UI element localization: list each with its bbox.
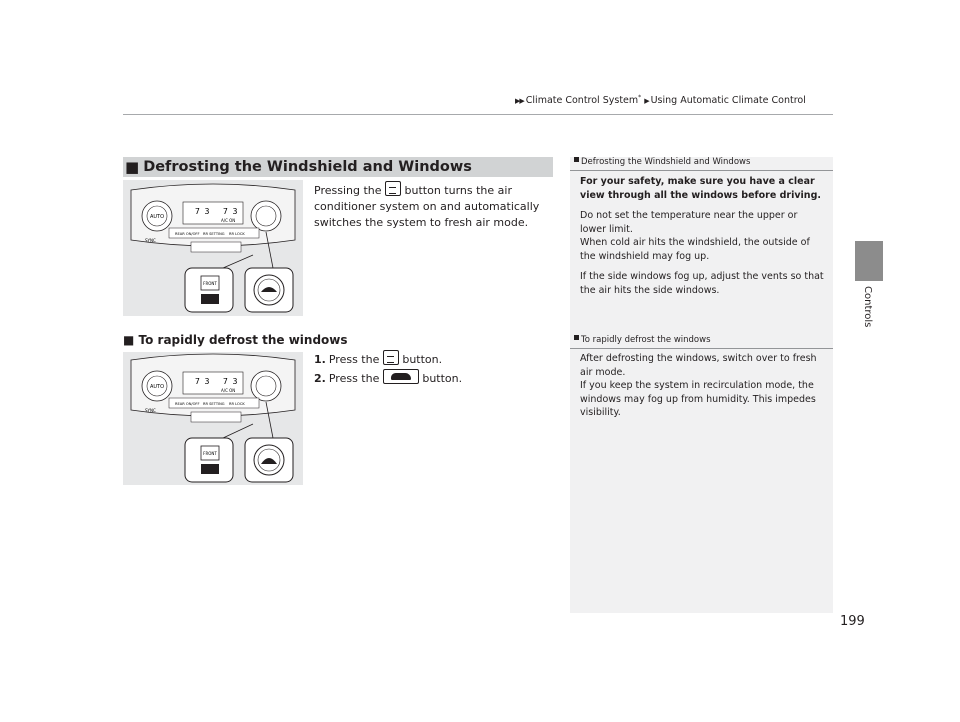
page-number: 199 (840, 614, 865, 629)
note-paragraph: Do not set the temperature near the upper or lower limit. (580, 210, 798, 235)
front-defrost-icon (385, 181, 401, 196)
svg-text:7 3: 7 3 (223, 207, 238, 216)
breadcrumb-arrow-icon: ▶ (644, 97, 649, 106)
svg-text:SYNC: SYNC (145, 408, 156, 413)
breadcrumb-arrow-icon: ▶▶ (515, 97, 524, 106)
step-number: 1. (314, 353, 326, 366)
note-body-defrosting (580, 175, 825, 304)
note-divider (570, 348, 833, 349)
note-reference-icon (574, 335, 579, 340)
breadcrumb-item-climate-control[interactable]: Climate Control System (525, 95, 639, 107)
svg-text:AUTO: AUTO (149, 214, 165, 220)
defrost-description (314, 181, 549, 231)
subsection-title: ■ To rapidly defrost the windows (123, 333, 348, 347)
paragraph-text: button turns the air conditioner system on and automatically switches the system to fresh air mode. (314, 184, 540, 229)
svg-text:7 3: 7 3 (195, 207, 210, 216)
chapter-label: Controls (862, 286, 873, 328)
optional-marker: * (638, 94, 642, 101)
section-title: Defrosting the Windshield and Windows (143, 159, 472, 175)
paragraph-text: Pressing the (314, 184, 382, 197)
svg-text:RR LOCK: RR LOCK (229, 232, 245, 236)
step-text: Press the (328, 372, 380, 385)
note-divider (570, 170, 833, 171)
note-paragraph: If the side windows fog up, adjust the vents so that the air hits the side windows. (580, 271, 824, 296)
chapter-tab (855, 241, 883, 281)
header-rule (123, 114, 833, 115)
section-header (123, 157, 553, 177)
step-text: button. (422, 372, 463, 385)
svg-text:FRONT: FRONT (203, 281, 217, 286)
svg-text:SYNC: SYNC (145, 238, 156, 243)
note-reference-icon (574, 157, 579, 162)
breadcrumb-item-automatic[interactable]: Using Automatic Climate Control (650, 95, 806, 107)
climate-panel-illustration (123, 352, 303, 485)
svg-text:FRONT: FRONT (203, 451, 217, 456)
front-defrost-icon (383, 350, 399, 365)
svg-text:7 3: 7 3 (223, 377, 238, 386)
fresh-air-mode-icon (383, 369, 419, 384)
safety-warning: For your safety, make sure you have a clear view through all the windows before driving. (580, 176, 821, 201)
svg-text:AUTO: AUTO (149, 384, 165, 390)
note-paragraph: When cold air hits the windshield, the outside of the windshield may fog up. (580, 237, 810, 262)
steps-list (314, 350, 462, 388)
svg-text:REAR ON/OFF: REAR ON/OFF (175, 232, 200, 236)
note-title-defrosting: Defrosting the Windshield and Windows (574, 157, 750, 167)
svg-text:RR SETTING: RR SETTING (203, 232, 225, 236)
climate-panel-illustration (123, 180, 303, 316)
step-text: button. (402, 353, 443, 366)
svg-text:A/C ON: A/C ON (221, 388, 236, 393)
step-number: 2. (314, 372, 326, 385)
step-text: Press the (328, 353, 380, 366)
note-body-rapid-defrost (580, 352, 825, 427)
svg-text:RR LOCK: RR LOCK (229, 402, 245, 406)
svg-text:REAR ON/OFF: REAR ON/OFF (175, 402, 200, 406)
climate-panel-figure-2 (123, 352, 303, 485)
note-paragraph: After defrosting the windows, switch over to fresh air mode. (580, 353, 817, 378)
svg-text:RR SETTING: RR SETTING (203, 402, 225, 406)
breadcrumb (515, 94, 806, 106)
note-paragraph: If you keep the system in recirculation mode, the windows may fog up from humidity. This impedes visibility. (580, 380, 816, 418)
step-1 (314, 350, 462, 369)
svg-text:A/C ON: A/C ON (221, 218, 236, 223)
step-2 (314, 369, 462, 388)
section-marker: ■ (125, 158, 140, 176)
climate-panel-figure-1 (123, 180, 303, 316)
note-title-rapid-defrost: To rapidly defrost the windows (574, 335, 711, 345)
svg-text:7 3: 7 3 (195, 377, 210, 386)
